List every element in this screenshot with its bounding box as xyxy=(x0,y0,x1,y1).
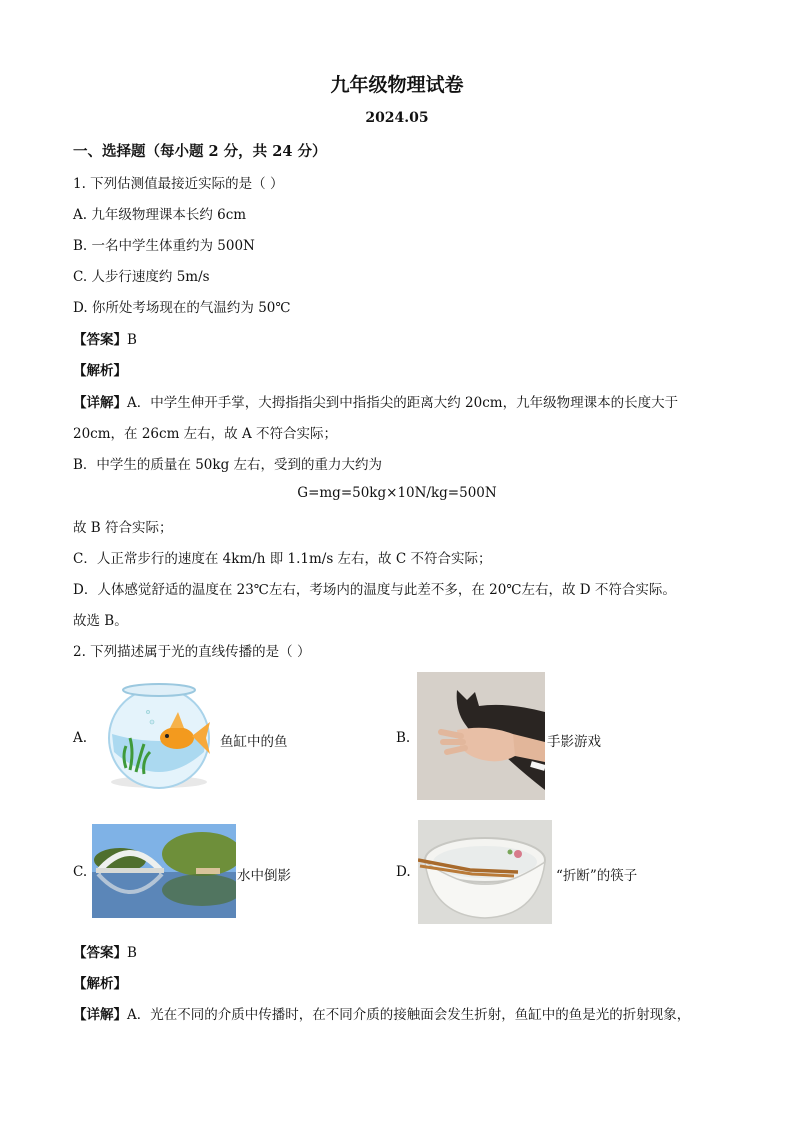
chopsticks-bowl-image xyxy=(418,820,552,924)
q1-answer xyxy=(73,328,137,348)
q1-detail-1 xyxy=(73,391,678,411)
q1-option-a: A. 九年级物理课本长约 6cm xyxy=(73,207,247,223)
answer-value: B xyxy=(127,945,137,961)
q1-stem: 1. 下列估测值最接近实际的是（ ） xyxy=(73,176,284,192)
q1-detail-5: C．人正常步行的速度在 4km/h 即 1.1m/s 左右，故 C 不符合实际； xyxy=(73,551,492,567)
q1-detail-4: 故 B 符合实际； xyxy=(73,520,173,536)
q2-detail-1 xyxy=(73,1003,690,1023)
answer-tag: 【答案】 xyxy=(73,945,127,961)
q2-option-c-caption: 水中倒影 xyxy=(237,868,291,884)
detail-text: A．光在不同的介质中传播时，在不同介质的接触面会发生折射，鱼缸中的鱼是光的折射现象， xyxy=(127,1007,691,1023)
q2-option-a-caption: 鱼缸中的鱼 xyxy=(220,734,288,750)
detail-tag: 【详解】 xyxy=(73,1007,127,1023)
hand-shadow-image xyxy=(417,672,545,800)
q2-option-c-letter: C. xyxy=(73,864,88,880)
detail-tag: 【详解】 xyxy=(73,395,127,411)
q2-stem: 2. 下列描述属于光的直线传播的是（ ） xyxy=(73,644,311,660)
q1-analysis-tag: 【解析】 xyxy=(73,363,127,379)
q1-detail-3: B．中学生的质量在 50kg 左右，受到的重力大约为 xyxy=(73,457,383,473)
bridge-reflection-image xyxy=(92,824,236,918)
q1-option-b: B. 一名中学生体重约为 500N xyxy=(73,238,255,254)
section-heading: 一、选择题（每小题 2 分，共 24 分） xyxy=(73,143,327,160)
q2-option-a-letter: A. xyxy=(73,730,88,746)
detail-text: A．中学生伸开手掌，大拇指指尖到中指指尖的距离大约 20cm，九年级物理课本的长度大于 xyxy=(127,395,679,411)
q2-option-d-letter: D. xyxy=(396,864,411,880)
q1-detail-6: D．人体感觉舒适的温度在 23℃左右，考场内的温度与此差不多，在 20℃左右，故 D 不符合实际。 xyxy=(73,582,676,598)
q2-answer xyxy=(73,941,137,961)
q1-detail-2: 20cm，在 26cm 左右，故 A 不符合实际； xyxy=(73,426,337,442)
q1-option-c: C. 人步行速度约 5m/s xyxy=(73,269,210,285)
fishbowl-image xyxy=(100,682,218,790)
answer-value: B xyxy=(127,332,137,348)
page-title: 九年级物理试卷 xyxy=(330,74,464,96)
q1-detail-7: 故选 B。 xyxy=(73,613,128,629)
q2-option-b-letter: B. xyxy=(396,730,411,746)
q2-option-d-caption: “折断”的筷子 xyxy=(556,868,638,884)
q2-analysis-tag: 【解析】 xyxy=(73,976,127,992)
q1-formula: G=mg=50kg×10N/kg=500N xyxy=(297,485,497,501)
q1-option-d: D. 你所处考场现在的气温约为 50℃ xyxy=(73,300,291,316)
q2-option-b-caption: 手影游戏 xyxy=(547,734,601,750)
exam-date: 2024.05 xyxy=(365,110,429,126)
answer-tag: 【答案】 xyxy=(73,332,127,348)
